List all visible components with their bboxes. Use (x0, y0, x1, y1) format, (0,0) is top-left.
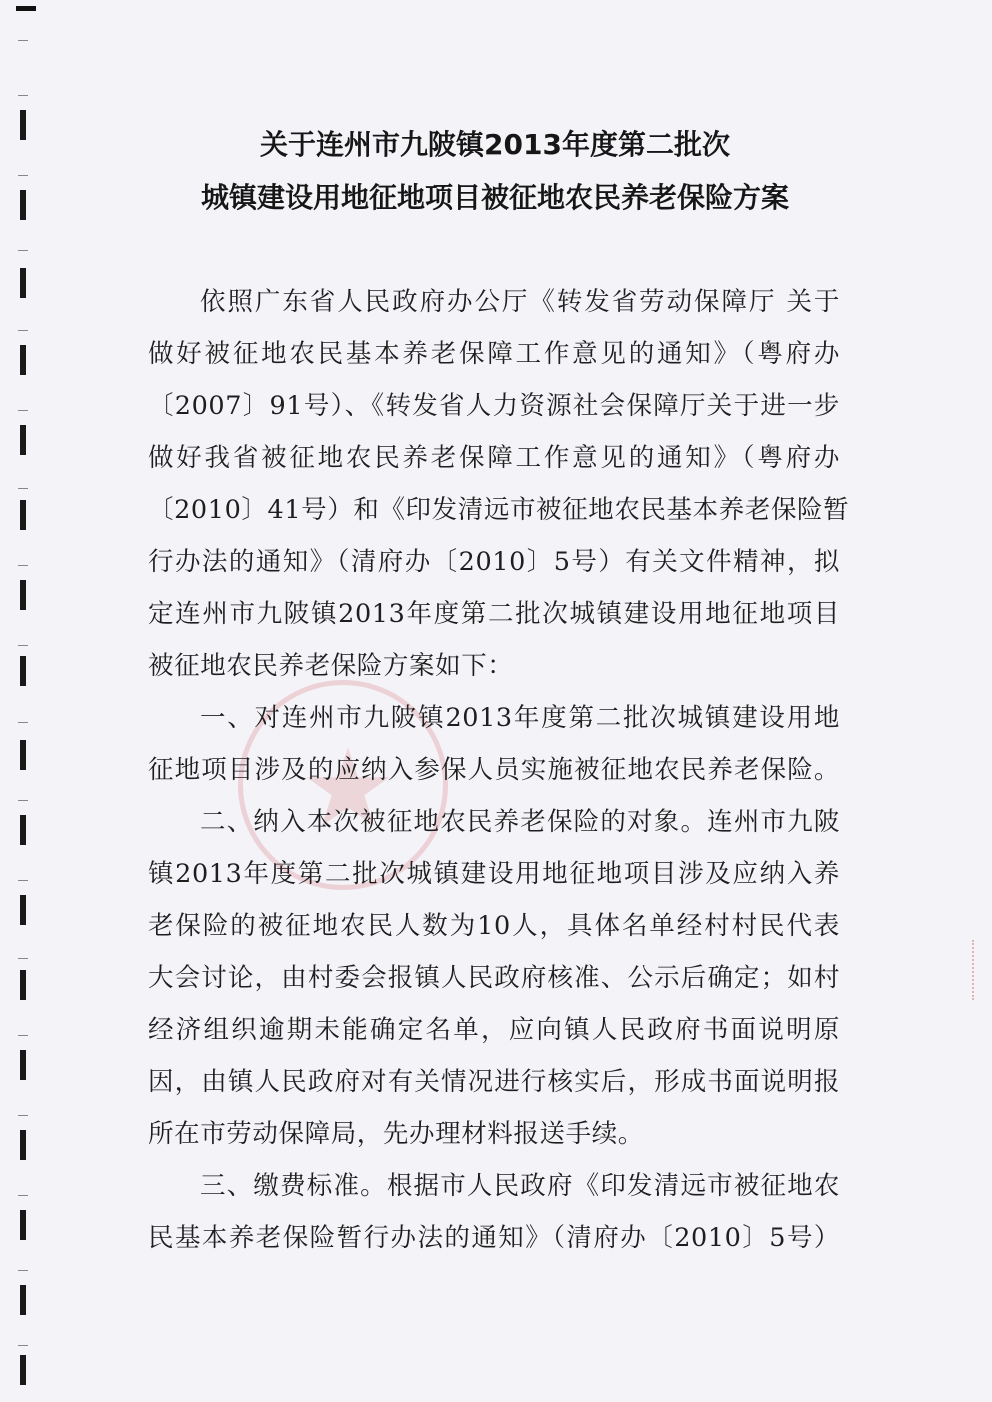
body-line: 征地项目涉及的应纳入参保人员实施被征地农民养老保险。 (148, 755, 840, 785)
body-line: 三、缴费标准。根据市人民政府《印发清远市被征地农 (200, 1171, 840, 1201)
body-line: 民基本养老保险暂行办法的通知》（清府办〔2010〕5号） (148, 1223, 840, 1253)
body-line: 镇2013年度第二批次城镇建设用地征地项目涉及应纳入养 (148, 859, 840, 889)
body-line: 老保险的被征地农民人数为10人，具体名单经村村民代表 (148, 911, 840, 941)
document-title-line-1: 关于连州市九陂镇2013年度第二批次 (260, 128, 730, 161)
body-line: 经济组织逾期未能确定名单，应向镇人民政府书面说明原 (148, 1015, 840, 1045)
body-line: 依照广东省人民政府办公厅《转发省劳动保障厅 关于 (200, 287, 840, 317)
document-title-line-2: 城镇建设用地征地项目被征地农民养老保险方案 (200, 181, 789, 214)
body-line: 所在市劳动保障局，先办理材料报送手续。 (148, 1119, 644, 1149)
body-line: 做好我省被征地农民养老保障工作意见的通知》（粤府办 (148, 443, 840, 473)
body-line: 行办法的通知》（清府办〔2010〕5号）有关文件精神，拟 (148, 547, 840, 577)
body-line: 〔2010〕41号）和《印发清远市被征地农民基本养老保险暂 (148, 495, 850, 525)
body-line: 大会讨论，由村委会报镇人民政府核准、公示后确定；如村 (148, 963, 840, 993)
margin-stain (952, 940, 974, 1000)
body-line: 二、纳入本次被征地农民养老保险的对象。连州市九陂 (200, 807, 840, 837)
body-line: 做好被征地农民基本养老保障工作意见的通知》（粤府办 (148, 339, 840, 369)
binding-margin-marks (18, 0, 32, 1402)
body-line: 一、对连州市九陂镇2013年度第二批次城镇建设用地 (200, 703, 840, 733)
document-body (148, 276, 850, 1264)
body-line: 〔2007〕91号）、《转发省人力资源社会保障厅关于进一步 (148, 391, 840, 421)
body-line: 被征地农民养老保险方案如下： (148, 651, 514, 681)
body-line: 定连州市九陂镇2013年度第二批次城镇建设用地征地项目 (148, 599, 840, 629)
body-line: 因，由镇人民政府对有关情况进行核实后，形成书面说明报 (148, 1067, 840, 1097)
